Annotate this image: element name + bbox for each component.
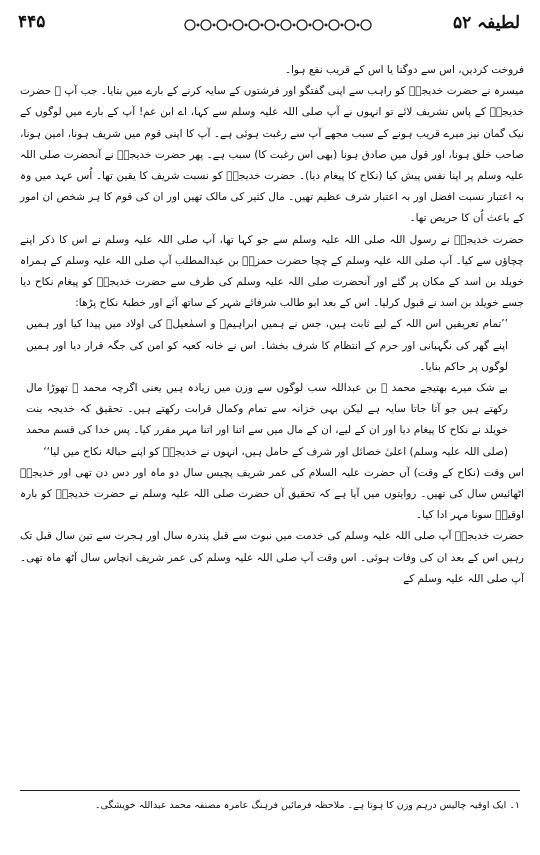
- paragraph: اس وقت (نکاح کے وقت) آں حضرت علیہ السلام کی عمر شریف پچیس سال دو ماہ اور دس دن تھی اور خدیجہؓ اٹھائیس سال کی تھیں۔ روایتوں میں آیا ہے کہ تحقیق آں حضرت صلی اللہ علیہ وسلم نے حضرت خدیجہؓ کو بارہ اوقیہؔ سونا مہر ادا کیا۔: [20, 466, 524, 522]
- footnote-divider: [20, 790, 520, 791]
- sermon-quote: ’’تمام تعریفیں اس اللہ کے لیے ثابت ہیں، جس نے ہمیں ابراہیمؑ و اسمٰعیلؑ کی اولاد میں پیدا کیا اور ہمیں اپنے گھر کی نگہبانی اور حرم کے انتظام کا شرف بخشا۔ اس نے خانہ کعبہ کو امن کی جگہ قرار دیا اور ہمیں لوگوں پر حاکم بنایا۔: [26, 318, 508, 373]
- paragraph: حضرت خدیجہؓ نے رسول اللہ صلی اللہ علیہ وسلم سے جو کہا تھا، آپ صلی اللہ علیہ وسلم نے اس کا ذکر اپنے چچاؤں سے کیا۔ آپ صلی اللہ علیہ وسلم کے چچا حضرت حمزہؓ بن عبدالمطلب آپ صلی اللہ علیہ وسلم کے ہمراہ خویلد بن اسد کے مکان پر گئے اور آنحضرت صلی اللہ علیہ وسلم کی طرف سے حضرت خدیجہؓ کو پیغام نکاح دیا جسے خویلد بن اسد نے قبول کرلیا۔ اس کے بعد ابو طالب شرفائے شہر کے ساتھ آئے اور خطبۂ نکاح پڑھا:: [20, 233, 524, 310]
- paragraph: فروخت کردیں، اس سے دوگنا یا اس کے قریب نفع ہوا۔: [284, 64, 524, 76]
- chapter-title: لطیفہ ۵۲: [453, 13, 520, 33]
- paragraph: حضرت خدیجہؓ آپ صلی اللہ علیہ وسلم کی خدمت میں نبوت سے قبل پندرہ سال اور ہجرت سے تین سال قبل تک رہیں اس کے بعد ان کی وفات ہوئی۔ اس وقت آپ صلی اللہ علیہ وسلم کی عمر شریف انچاس سال آٹھ ماہ تھی۔ آپ صلی اللہ علیہ وسلم کے: [20, 530, 524, 585]
- footnote: ۱۔ ایک اوقیہ چالیس درہم وزن کا ہوتا ہے۔ ملاحظہ فرمائیں فرہنگ عامرہ مصنفہ محمد عبداللہ خویشگی۔: [95, 800, 520, 811]
- decorative-ornament-icon: [182, 16, 382, 34]
- sermon-quote: بے شک میرے بھتیجے محمد ﷺ بن عبداللہ سب لوگوں سے وزن میں زیادہ ہیں یعنی اگرچہ محمد ﷺ تھوڑا مال رکھتے ہیں جو آتا جاتا سایہ ہے لیکن بہی خزانہ سے تمام وکمال قرابت رکھتے ہیں۔ تحقیق کہ خدیجہ بنت خویلد نے نکاح کا پیغام دیا اور ان کے لیے، ان کے مال میں سے اتنا اور اتنا مہر مقرر کیا۔ پس خدا کی قسم محمد (صلی اللہ علیہ وسلم) اعلیٰ خصائل اور شرف کے حامل ہیں، انہوں نے خدیجہؓ کو اپنے حبالۂ نکاح میں لیا‘‘: [26, 382, 508, 458]
- page-body: [20, 60, 524, 590]
- page-header: [14, 10, 526, 40]
- paragraph: میسرہ نے حضرت خدیجہؓ کو راہب سے اپنی گفتگو اور فرشتوں کے سایہ کرنے کے بارے میں بتایا۔ جب آپ ﷺ حضرت خدیجہؓ کے پاس تشریف لائے تو انہوں نے آپ صلی اللہ علیہ وسلم سے کہا، اے ابن عم! آپ کے بارے میں لوگوں کے نیک گمان نیز میرے قریب ہونے کے سبب مجھے آپ سے رغبت ہوئی ہے۔ آپ کا اپنی قوم میں شریف ہونا، امین ہونا، صاحب خلق ہونا، اور قول میں صادق ہونا (بھی اس رغبت کا) سبب ہے۔ پھر حضرت خدیجہؓ نے آنحضرت صلی اللہ علیہ وسلم پر اپنا نفس پیش کیا (نکاح کا پیغام دیا)۔ حضرت خدیجہؓ کو نسبت شریف کا یقین تھا۔ اُس عہد میں وہ بہ اعتبار نسبت افضل اور بہ اعتبار شرف عظیم تھیں۔ مال کثیر کی مالک تھیں اور ان کی قوم کا ہر شخص ان امور کے باعث اُن کا حریص تھا۔: [20, 85, 524, 225]
- page-number: ۴۴۵: [18, 12, 46, 32]
